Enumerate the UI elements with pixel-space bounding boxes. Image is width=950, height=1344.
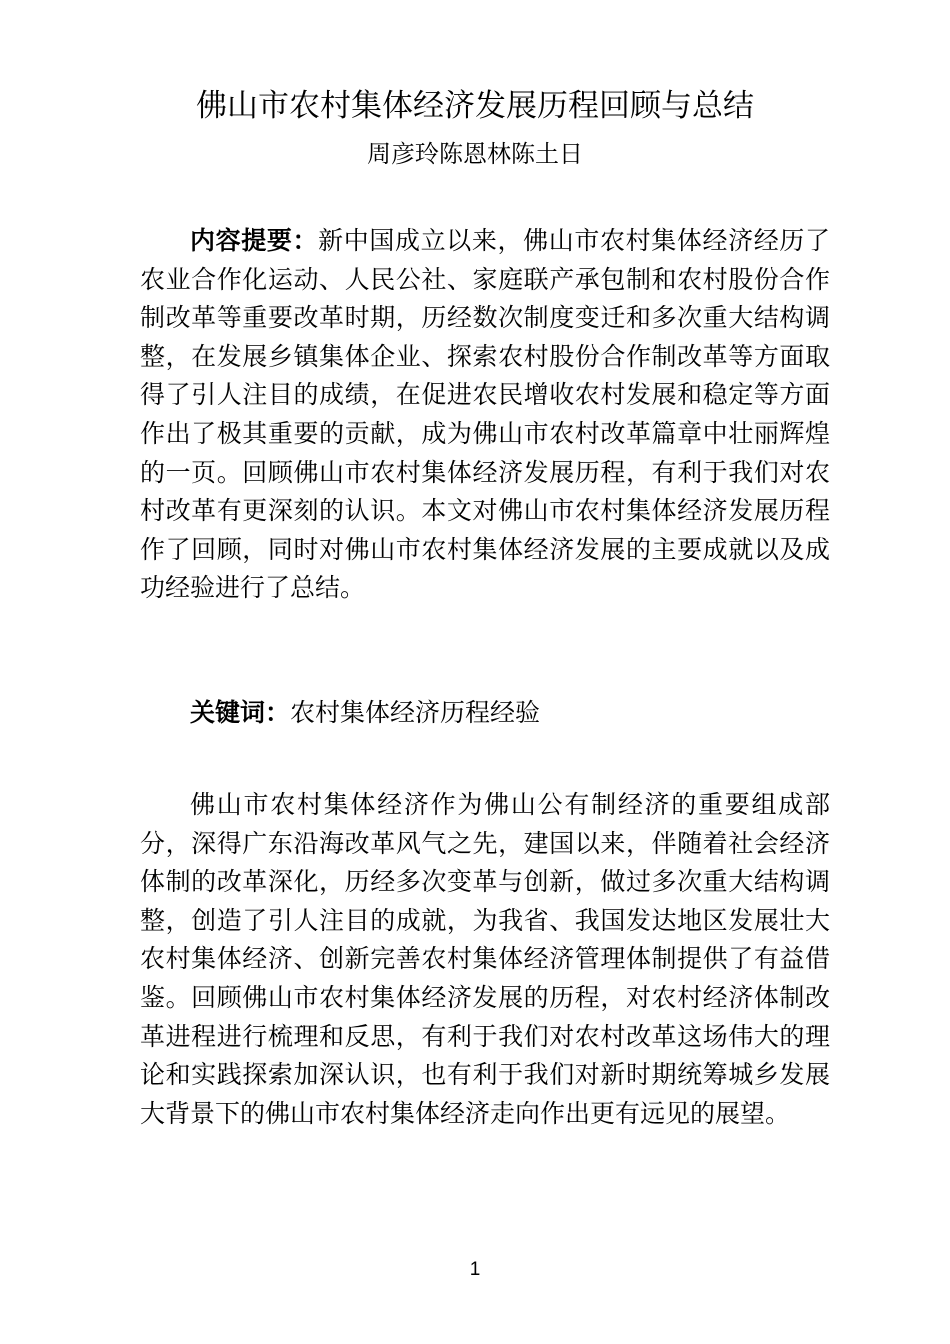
abstract-paragraph [140, 222, 830, 608]
keywords-line [190, 694, 830, 733]
abstract-label: 内容提要： [190, 226, 319, 255]
abstract-text: 新中国成立以来，佛山市农村集体经济经历了农业合作化运动、人民公社、家庭联产承包制和农村股份合作制改革等重要改革时期，历经数次制度变迁和多次重大结构调整，在发展乡镇集体企业、探索农村股份合作制改革等方面取得了引人注目的成绩，在促进农民增收农村发展和稳定等方面作出了极其重要的贡献，成为佛山市农村改革篇章中壮丽辉煌的一页。回顾佛山市农村集体经济发展历程，有利于我们对农村改革有更深刻的认识。本文对佛山市农村集体经济发展历程作了回顾，同时对佛山市农村集体经济发展的主要成就以及成功经验进行了总结。 [140, 226, 830, 603]
keywords-label: 关键词： [190, 698, 291, 727]
keywords-text: 农村集体经济历程经验 [290, 698, 541, 727]
document-title: 佛山市农村集体经济发展历程回顾与总结 [196, 88, 754, 124]
body-paragraph: 佛山市农村集体经济作为佛山公有制经济的重要组成部分，深得广东沿海改革风气之先，建国以来，伴随着社会经济体制的改革深化，历经多次变革与创新，做过多次重大结构调整，创造了引人注目的成就，为我省、我国发达地区发展壮大农村集体经济、创新完善农村集体经济管理体制提供了有益借鉴。回顾佛山市农村集体经济发展的历程，对农村经济体制改革进程进行梳理和反思，有利于我们对农村改革这场伟大的理论和实践探索加深认识，也有利于我们对新时期统筹城乡发展大背景下的佛山市农村集体经济走向作出更有远见的展望。 [140, 790, 830, 1128]
page-number: 1 [469, 1259, 481, 1280]
author-line: 周彦玲陈恩林陈土日 [367, 140, 583, 168]
